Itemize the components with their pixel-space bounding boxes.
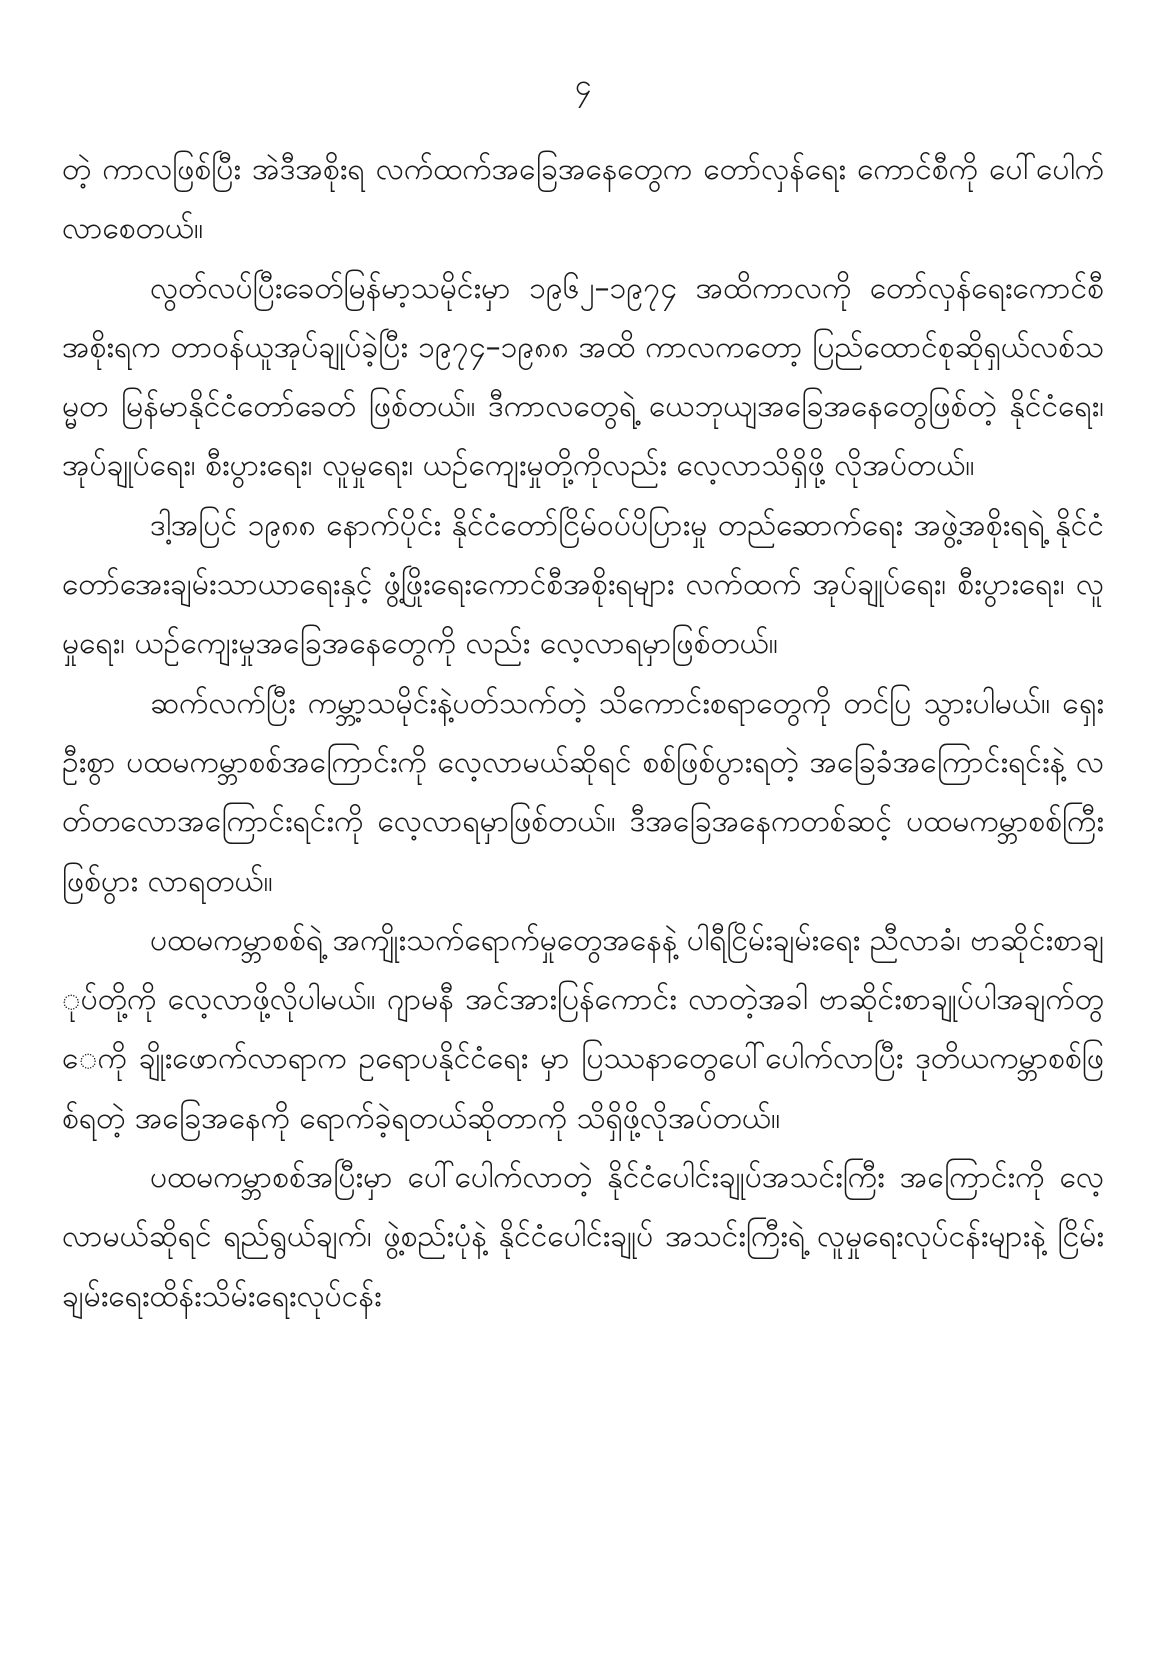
paragraph-6: ပထမကမ္ဘာစစ်အပြီးမှာ ပေါ်ပေါက်လာတဲ့ နိုင်ငံပေါင်းချုပ်အသင်းကြီး အကြောင်းကို လေ့လာမယ်ဆိုရင် ရည်ရွယ်ချက်၊ ဖွဲ့စည်းပုံနဲ့ နိုင်ငံပေါင်းချုပ် အသင်းကြီးရဲ့ လူမှုရေးလုပ်ငန်းများနဲ့ ငြိမ်းချမ်းရေးထိန်းသိမ်းရေးလုပ်ငန်း xyxy=(62,1160,1104,1314)
page-number: ၄ xyxy=(574,68,592,103)
paragraph-1: တဲ့ ကာလဖြစ်ပြီး အဲဒီအစိုးရ လက်ထက်အခြေအနေတွေက တော်လှန်ရေး ကောင်စီကို ပေါ်ပေါက်လာစေတယ်။ xyxy=(62,152,1104,247)
paragraph-2: လွတ်လပ်ပြီးခေတ်မြန်မာ့သမိုင်းမှာ ၁၉၆၂–၁၉၇၄ အထိကာလကို တော်လှန်ရေးကောင်စီအစိုးရက တာဝန်ယူအုပ်ချုပ်ခဲ့ပြီး ၁၉၇၄–၁၉၈၈ အထိ ကာလကတော့ ပြည်ထောင်စုဆိုရှယ်လစ်သမ္မတ မြန်မာနိုင်ငံတော်ခေတ် ဖြစ်တယ်။ ဒီကာလတွေရဲ့ ယေဘုယျအခြေအနေတွေဖြစ်တဲ့ နိုင်ငံရေး၊ အုပ်ချုပ်ရေး၊ စီးပွားရေး၊ လူမှုရေး၊ ယဉ်ကျေးမှုတို့ကိုလည်း လေ့လာသိရှိဖို့ လိုအပ်တယ်။ xyxy=(62,270,1104,484)
body-text xyxy=(62,140,1104,1326)
paragraph-4: ဆက်လက်ပြီး ကမ္ဘာ့သမိုင်းနဲ့ပတ်သက်တဲ့ သိကောင်းစရာတွေကို တင်ပြ သွားပါမယ်။ ရှေးဦးစွာ ပထမကမ္ဘာစစ်အကြောင်းကို လေ့လာမယ်ဆိုရင် စစ်ဖြစ်ပွားရတဲ့ အခြေခံအကြောင်းရင်းနဲ့ လတ်တလောအကြောင်းရင်းကို လေ့လာရမှာဖြစ်တယ်။ ဒီအခြေအနေကတစ်ဆင့် ပထမကမ္ဘာစစ်ကြီး ဖြစ်ပွား လာရတယ်။ xyxy=(62,685,1104,899)
paragraph-5: ပထမကမ္ဘာစစ်ရဲ့ အကျိုးသက်ရောက်မှုတွေအနေနဲ့ ပါရီငြိမ်းချမ်းရေး ညီလာခံ၊ ဗာဆိုင်းစာချုပ်တို့ကို လေ့လာဖို့လိုပါမယ်။ ဂျာမနီ အင်အားပြန်ကောင်း လာတဲ့အခါ ဗာဆိုင်းစာချုပ်ပါအချက်တွေကို ချိုးဖောက်လာရာက ဥရောပနိုင်ငံရေး မှာ ပြဿနာတွေပေါ်ပေါက်လာပြီး ဒုတိယကမ္ဘာစစ်ဖြစ်ရတဲ့ အခြေအနေကို ရောက်ခဲ့ရတယ်ဆိုတာကို သိရှိဖို့လိုအပ်တယ်။ xyxy=(62,922,1104,1136)
paragraph-3: ဒါ့အပြင် ၁၉၈၈ နောက်ပိုင်း နိုင်ငံတော်ငြိမ်ဝပ်ပိပြားမှု တည်ဆောက်ရေး အဖွဲ့အစိုးရရဲ့ နိုင်ငံတော်အေးချမ်းသာယာရေးနှင့် ဖွံ့ဖြိုးရေးကောင်စီအစိုးရများ လက်ထက် အုပ်ချုပ်ရေး၊ စီးပွားရေး၊ လူမှုရေး၊ ယဉ်ကျေးမှုအခြေအနေတွေကို လည်း လေ့လာရမှာဖြစ်တယ်။ xyxy=(62,507,1104,662)
